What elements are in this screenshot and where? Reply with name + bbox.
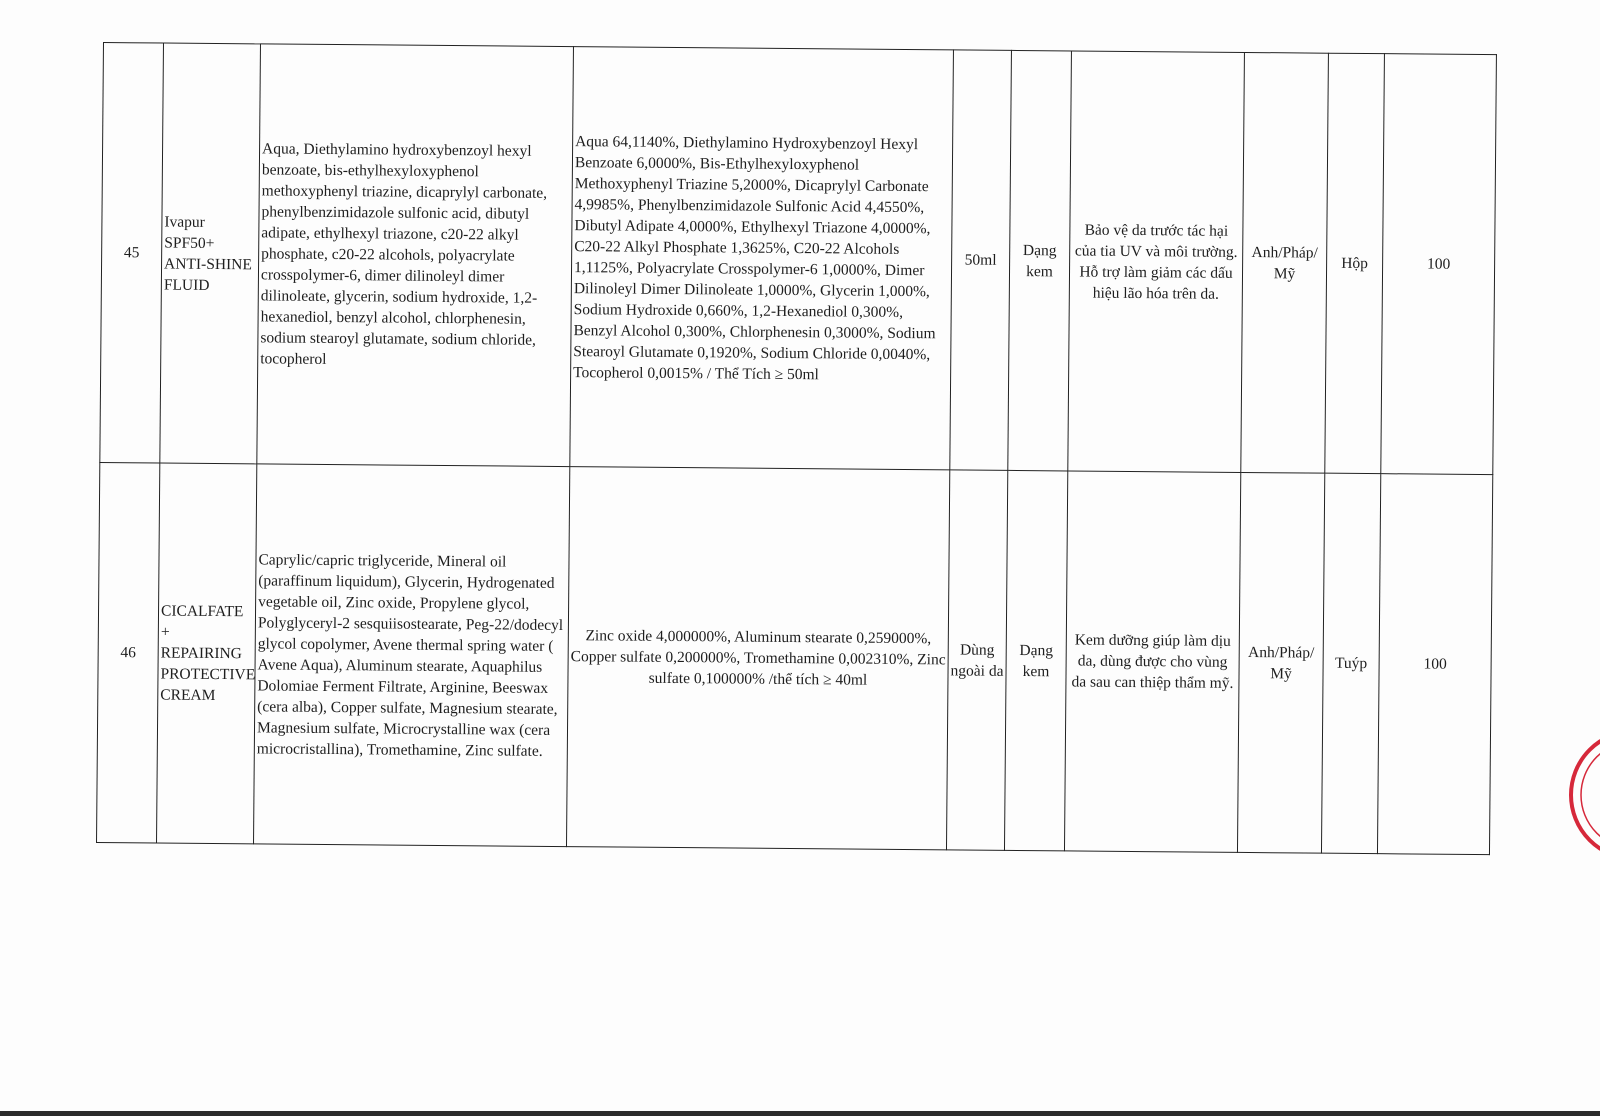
row-number: 45 xyxy=(100,43,164,464)
percentages-cell: Aqua 64,1140%, Diethylamino Hydroxybenzoyl Hexyl Benzoate 6,0000%, Bis-Ethylhexyloxyphenol Methoxyphenyl Triazine 5,2000%, Dicaprylyl Carbonate 4,9985%, Phenylbenzimidazole Sulfonic Acid 4,4550%, Dibutyl Adipate 4,0000%, Ethylhexyl Triazone 4,0000%, C20-22 Alkyl Phosphate 1,3625%, C20-22 Alcohols 1,1125%, Polyacrylate Crosspolymer-6 1,0000%, Dimer Dilinoleyl Dimer Dilinoleate 1,0000%, Glycerin 1,000%, Sodium Hydroxide 0,660%, 1,2-Hexanediol 0,300%, Benzyl Alcohol 0,300%, Chlorphenesin 0,3000%, Sodium Stearoyl Glutamate 0,1920%, Sodium Chloride 0,0040%, Tocopherol 0,0015% / Thể Tích ≥ 50ml xyxy=(570,47,954,470)
table-row xyxy=(97,462,1493,854)
origin-cell: Anh/Pháp/ Mỹ xyxy=(1241,52,1329,473)
packaging-cell: Hộp xyxy=(1325,53,1385,473)
scan-bottom-edge xyxy=(0,1111,1600,1116)
form-cell: Dạng kem xyxy=(1004,470,1067,851)
product-name: CICALFATE + REPAIRING PROTECTIVE CREAM xyxy=(157,463,257,844)
purpose-cell: Bảo vệ da trước tác hại của tia UV và môi trường. Hỗ trợ làm giảm các dấu hiệu lão hóa trên da. xyxy=(1068,51,1245,472)
purpose-cell: Kem dưỡng giúp làm dịu da, dùng được cho vùng da sau can thiệp thẩm mỹ. xyxy=(1064,471,1240,852)
quantity-cell: 100 xyxy=(1377,474,1492,855)
table-row xyxy=(100,43,1497,475)
ingredients-cell: Caprylic/capric triglyceride, Mineral oil (paraffinum liquidum), Glycerin, Hydrogenated vegetable oil, Zinc oxide, Propylene glycol, Polyglyceryl-2 sesquiisostearate, Peg-22/dodecyl glycol copolymer, Avene thermal spring water ( Avene Aqua), Aluminum stearate, Aquaphilus Dolomiae Ferment Filtrate, Arginine, Beeswax (cera alba), Copper sulfate, Magnesium stearate, Magnesium sulfate, Microcrystalline wax (cera microcristallina), Tromethamine, Zinc sulfate. xyxy=(254,464,570,847)
usage-cell: 50ml xyxy=(950,50,1012,470)
packaging-cell: Tuýp xyxy=(1321,473,1380,853)
ingredients-cell: Aqua, Diethylamino hydroxybenzoyl hexyl benzoate, bis-ethylhexyloxyphenol methoxyphenyl triazine, dicaprylyl carbonate, phenylbenzimidazole sulfonic acid, dibutyl adipate, ethylhexyl triazone, c20-22 alkyl phosphate, c20-22 alcohols, polyacrylate crosspolymer-6, dimer dilinoleyl dimer dilinoleate, glycerin, sodium hydroxide, 1,2-hexanediol, benzyl alcohol, chlorphenesin, sodium stearoyl glutamate, sodium chloride, tocopherol xyxy=(257,44,574,467)
official-seal-icon xyxy=(1560,720,1600,870)
row-number: 46 xyxy=(97,462,160,843)
percentages-cell: Zinc oxide 4,000000%, Aluminum stearate 0,259000%, Copper sulfate 0,200000%, Tromethamine 0,002310%, Zinc sulfate 0,100000% /thể tích ≥ 40ml xyxy=(566,467,949,850)
product-name: Ivapur SPF50+ ANTI-SHINE FLUID xyxy=(160,43,261,464)
usage-cell: Dùng ngoài da xyxy=(946,470,1007,850)
form-cell: Dạng kem xyxy=(1008,50,1072,471)
quantity-cell: 100 xyxy=(1381,54,1497,475)
origin-cell: Anh/Pháp/ Mỹ xyxy=(1237,472,1324,853)
product-table xyxy=(96,42,1497,855)
